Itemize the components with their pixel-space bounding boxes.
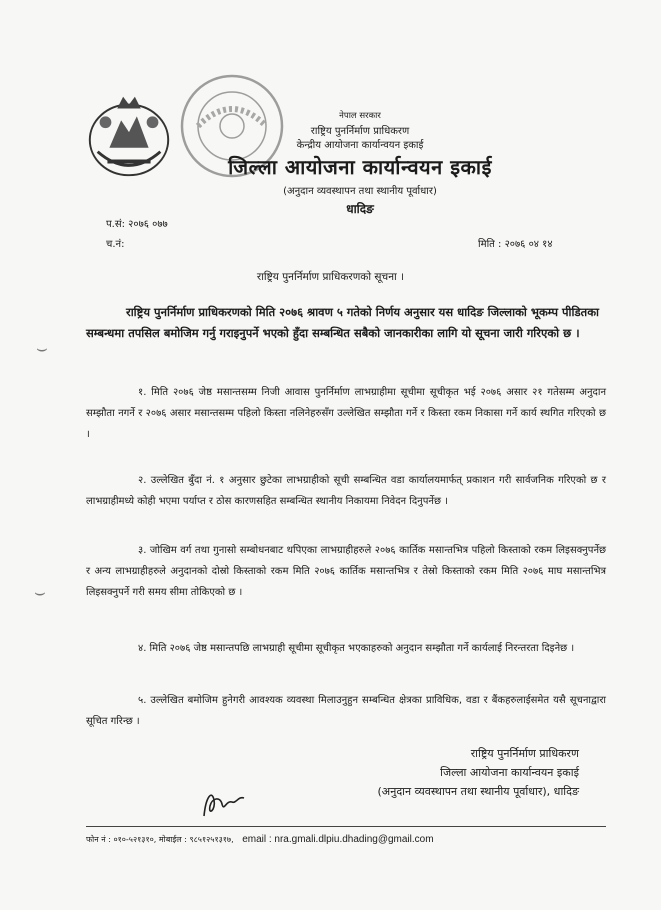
footer-contact <box>86 834 434 845</box>
signature-line: (अनुदान व्यवस्थापन तथा स्थानीय पूर्वाधार), धादिङ <box>377 785 579 798</box>
district-label: धादिङ <box>346 202 374 216</box>
notice-subject: राष्ट्रिय पुनर्निर्माण प्राधिकरणको सूचना । <box>256 271 405 283</box>
notice-point: २. उल्लेखित बुँदा नं. १ अनुसार छुटेका लाभग्राहीको सूची सम्बन्धित वडा कार्यालयमार्फत् प्रकाशन गरी सार्वजनिक गरिएको छ र लाभग्राहीमध्ये कोही भएमा पर्याप्त र ठोस कारणसहित सम्बन्धित स्थानीय निकायमा निवेदन दिनुपर्नेछ । <box>86 475 606 507</box>
notice-point: ५. उल्लेखित बमोजिम हुनेगरी आवश्यक व्यवस्था मिलाउनुहुन सम्बन्धित क्षेत्रका प्राविधिक, वडा र बैंकहरुलाईसमेत यसै सूचनाद्वारा सूचित गरिन्छ । <box>86 695 606 727</box>
authority-label: राष्ट्रिय पुनर्निर्माण प्राधिकरण <box>310 126 410 137</box>
notice-point: १. मिति २०७६ जेष्ठ मसान्तसम्म निजी आवास पुनर्निर्माण लाभग्राहीमा सूचीमा सूचीकृत भई २०७६ असार २१ गतेसम्म अनुदान सम्झौता नगर्ने र २०७६ असार मसान्तसम्म पहिलो किस्ता नलिनेहरुसँग उल्लेखित सम्झौता गर्ने र किस्ता रकम निकासा गर्ने कार्य स्थगित गरिएको छ । <box>86 387 606 440</box>
office-subtitle: (अनुदान व्यवस्थापन तथा स्थानीय पूर्वाधार) <box>283 186 437 197</box>
footer-email: email : nra.gmali.dlpiu.dhading@gmail.com <box>242 834 434 845</box>
notice-point: ३. जोखिम वर्ग तथा गुनासो सम्बोधनबाट थपिएका लाभग्राहीहरुले २०७६ कार्तिक मसान्तभित्र पहिलो किस्ताको रकम लिइसक्नुपर्नेछ र अन्य लाभग्राहीहरुले अनुदानको दोस्रो किस्ताको रकम मिति २०७६ कार्तिक मसान्तभित्र र तेस्रो किस्ताको रकम मिति २०७६ माघ मसान्तभित्र लिइसक्नुपर्ने गरी समय सीमा तोकिएको छ । <box>86 545 606 598</box>
government-label: नेपाल सरकार <box>339 111 381 121</box>
footer-divider <box>86 826 606 827</box>
signature-line: राष्ट्रिय पुनर्निर्माण प्राधिकरण <box>470 747 579 760</box>
reference-number: प.सं: २०७६ ०७७ <box>106 219 168 230</box>
signature-line: जिल्ला आयोजना कार्यान्वयन इकाई <box>440 766 579 779</box>
office-title: जिल्ला आयोजना कार्यान्वयन इकाई <box>228 155 492 179</box>
notice-date: मिति : २०७६ ०४ १४ <box>478 239 553 250</box>
intro-paragraph: राष्ट्रिय पुनर्निर्माण प्राधिकरणको मिति २०७६ श्रावण ५ गतेको निर्णय अनुसार यस धादिङ जिल्लाको भूकम्प पीडितका सम्बन्धमा तपसिल बमोजिम गर्नु गराइनुपर्ने भएको हुँदा सम्बन्धित सबैको जानकारीका लागि यो सूचना जारी गरिएको छ । <box>86 305 600 340</box>
nepal-emblem-icon <box>80 90 178 182</box>
scan-mark-icon: ⌣ <box>36 338 48 359</box>
dispatch-number: च.नं: <box>106 239 125 250</box>
notice-point: ४. मिति २०७६ जेष्ठ मसान्तपछि लाभग्राही सूचीमा सूचीकृत भएकाहरुको अनुदान सम्झौता गर्ने कार्यलाई निरन्तरता दिइनेछ । <box>138 643 575 654</box>
central-unit-label: केन्द्रीय आयोजना कार्यान्वयन इकाई <box>296 140 424 151</box>
signature-block <box>378 744 579 801</box>
footer-phone: फोन नं : ०१०-५२१३१०, मोबाईल : ९८५१२५१३१७, <box>86 835 234 844</box>
scan-mark-icon: ⌣ <box>34 582 46 603</box>
handwritten-signature-icon <box>196 786 252 822</box>
